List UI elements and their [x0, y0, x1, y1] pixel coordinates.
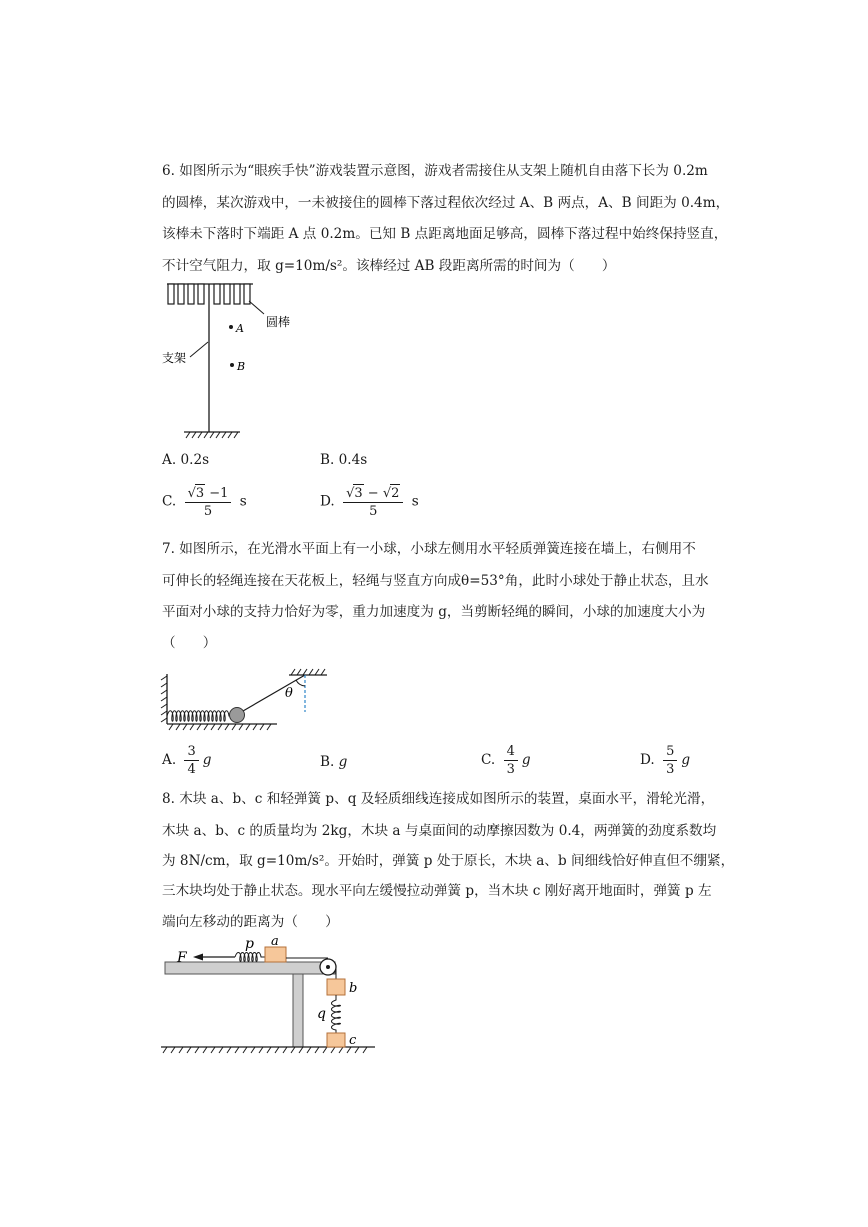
block-c	[327, 1033, 345, 1047]
table-top	[165, 962, 335, 974]
point-b-dot	[230, 363, 234, 367]
q7-option-d-fraction	[663, 743, 677, 778]
spring-p	[235, 953, 265, 962]
q7-option-a-numerator: 3	[184, 743, 198, 761]
q6-option-a-letter: A.	[162, 452, 177, 468]
ground-hatch	[186, 432, 238, 438]
q7-option-a-fraction	[184, 743, 198, 778]
spring-p-label: p	[245, 936, 254, 952]
q7-option-b[interactable]	[320, 753, 347, 771]
q6-option-c-radicand: 3	[195, 486, 205, 501]
wall-hatch	[161, 676, 167, 722]
q6-option-a[interactable]	[162, 451, 209, 469]
q6-option-d-letter: D.	[320, 493, 335, 510]
support-label: 支架	[162, 351, 187, 365]
q7-option-d[interactable]	[640, 743, 690, 778]
ground-hatch	[163, 1047, 367, 1053]
q8-line-5: 端向左移动的距离为（ ）	[162, 914, 339, 930]
q6-option-c-unit: s	[239, 493, 247, 510]
q7-line-1: 7. 如图所示，在光滑水平面上有一小球，小球左侧用水平轻质弹簧连接在墙上，右侧用不	[162, 541, 696, 557]
q8-figure	[155, 936, 395, 1064]
point-a-label: A	[236, 322, 244, 335]
angle-label: θ	[285, 686, 293, 701]
q8-line-3: 为 8N/cm，取 g=10m/s²。开始时，弹簧 p 处于原长，木块 a、b 间细线恰好伸直但不绷紧，	[162, 853, 735, 869]
q7-option-a[interactable]	[162, 743, 211, 778]
q7-option-d-var: g	[681, 752, 691, 768]
q7-line-3: 平面对小球的支持力恰好为零，重力加速度为 g，当剪断轻绳的瞬间，小球的加速度大小为	[162, 604, 706, 620]
floor-hatch	[169, 724, 271, 730]
q7-line-4: （ ）	[162, 635, 217, 651]
q7-option-c-var: g	[521, 752, 531, 768]
block-b	[327, 979, 345, 995]
ceiling-hatch	[291, 669, 325, 675]
q8-line-4: 三木块均处于静止状态。现水平向左缓慢拉动弹簧 p，当木块 c 刚好离开地面时，弹簧 p 左	[162, 883, 712, 899]
block-b-label: b	[349, 981, 358, 996]
q7-option-d-letter: D.	[640, 752, 655, 768]
block-c-label: c	[349, 1033, 357, 1048]
q7-option-b-letter: B.	[320, 754, 335, 770]
q7-option-a-denominator: 4	[187, 762, 196, 777]
angle-arc	[296, 680, 305, 686]
q6-line-3: 该棒未下落时下端距 A 点 0.2m。已知 B 点距离地面足够高，圆棒下落过程中始终保持竖直，	[162, 226, 728, 242]
q6-line-1: 6. 如图所示为“眼疾手快”游戏装置示意图，游戏者需接住从支架上随机自由落下长为 0.2m	[162, 163, 708, 179]
pulley-axle	[326, 965, 330, 969]
q7-option-c-numerator: 4	[504, 743, 518, 761]
point-b-label: B	[237, 360, 246, 373]
q6-option-b-text: 0.4s	[338, 452, 368, 468]
q7-option-d-numerator: 5	[663, 743, 677, 761]
rod-label: 圆棒	[266, 315, 291, 329]
force-arrowhead	[193, 954, 203, 961]
q6-figure	[150, 278, 320, 443]
q7-option-c-denominator: 3	[506, 762, 515, 777]
q6-option-c-numerator: √3 −1	[185, 484, 232, 503]
q6-option-d-numerator: √3 − √2	[343, 484, 403, 503]
spring-q	[332, 995, 341, 1033]
q6-option-d-fraction	[343, 484, 403, 520]
q6-option-b-letter: B.	[320, 452, 335, 468]
q6-option-c[interactable]	[162, 484, 247, 520]
q8-line-2: 木块 a、b、c 的质量均为 2kg，木块 a 与桌面间的动摩擦因数为 0.4，两弹簧的劲度系数均	[162, 823, 717, 839]
q6-option-d-denominator: 5	[369, 504, 378, 519]
q7-option-c[interactable]	[481, 743, 531, 778]
block-a	[265, 947, 286, 962]
table-leg	[293, 974, 303, 1047]
q7-option-c-fraction	[504, 743, 518, 778]
ball	[230, 708, 245, 723]
q6-line-2: 的圆棒，某次游戏中，一未被接住的圆棒下落过程依次经过 A、B 两点，A、B 间距为 0.4m，	[162, 195, 730, 211]
q7-figure	[155, 660, 335, 735]
q7-line-2: 可伸长的轻绳连接在天花板上，轻绳与竖直方向成θ=53°角，此时小球处于静止状态，且水	[162, 573, 709, 589]
q6-option-b[interactable]	[320, 451, 367, 469]
q6-option-d-radicand-1: 3	[354, 486, 363, 501]
q7-option-d-denominator: 3	[666, 762, 675, 777]
q6-option-d-unit: s	[411, 493, 419, 510]
q8-line-1: 8. 木块 a、b、c 和轻弹簧 p、q 及轻质细线连接成如图所示的装置，桌面水平，滑轮光滑，	[162, 791, 715, 807]
q6-option-c-letter: C.	[162, 493, 177, 510]
q6-option-c-num-rest: −1	[205, 486, 229, 501]
spring-q-label: q	[317, 1006, 326, 1022]
q6-option-c-denominator: 5	[203, 504, 213, 519]
q7-option-a-letter: A.	[162, 752, 177, 768]
rod-leader-line	[249, 301, 264, 314]
q6-option-d[interactable]	[320, 484, 419, 520]
block-a-label: a	[271, 936, 279, 949]
force-label: F	[177, 950, 187, 966]
q6-option-c-fraction	[185, 484, 232, 520]
q6-option-d-num-mid: −	[363, 486, 383, 501]
q7-option-a-var: g	[202, 752, 212, 768]
q6-option-a-text: 0.2s	[180, 452, 210, 468]
point-a-dot	[229, 325, 233, 329]
spring	[167, 711, 231, 722]
q7-option-c-letter: C.	[481, 752, 496, 768]
q6-option-d-radicand-2: 2	[391, 486, 400, 501]
q7-option-b-var: g	[338, 754, 348, 770]
q6-line-4: 不计空气阻力，取 g=10m/s²。该棒经过 AB 段距离所需的时间为（ ）	[162, 258, 616, 274]
support-leader-line	[190, 342, 208, 357]
